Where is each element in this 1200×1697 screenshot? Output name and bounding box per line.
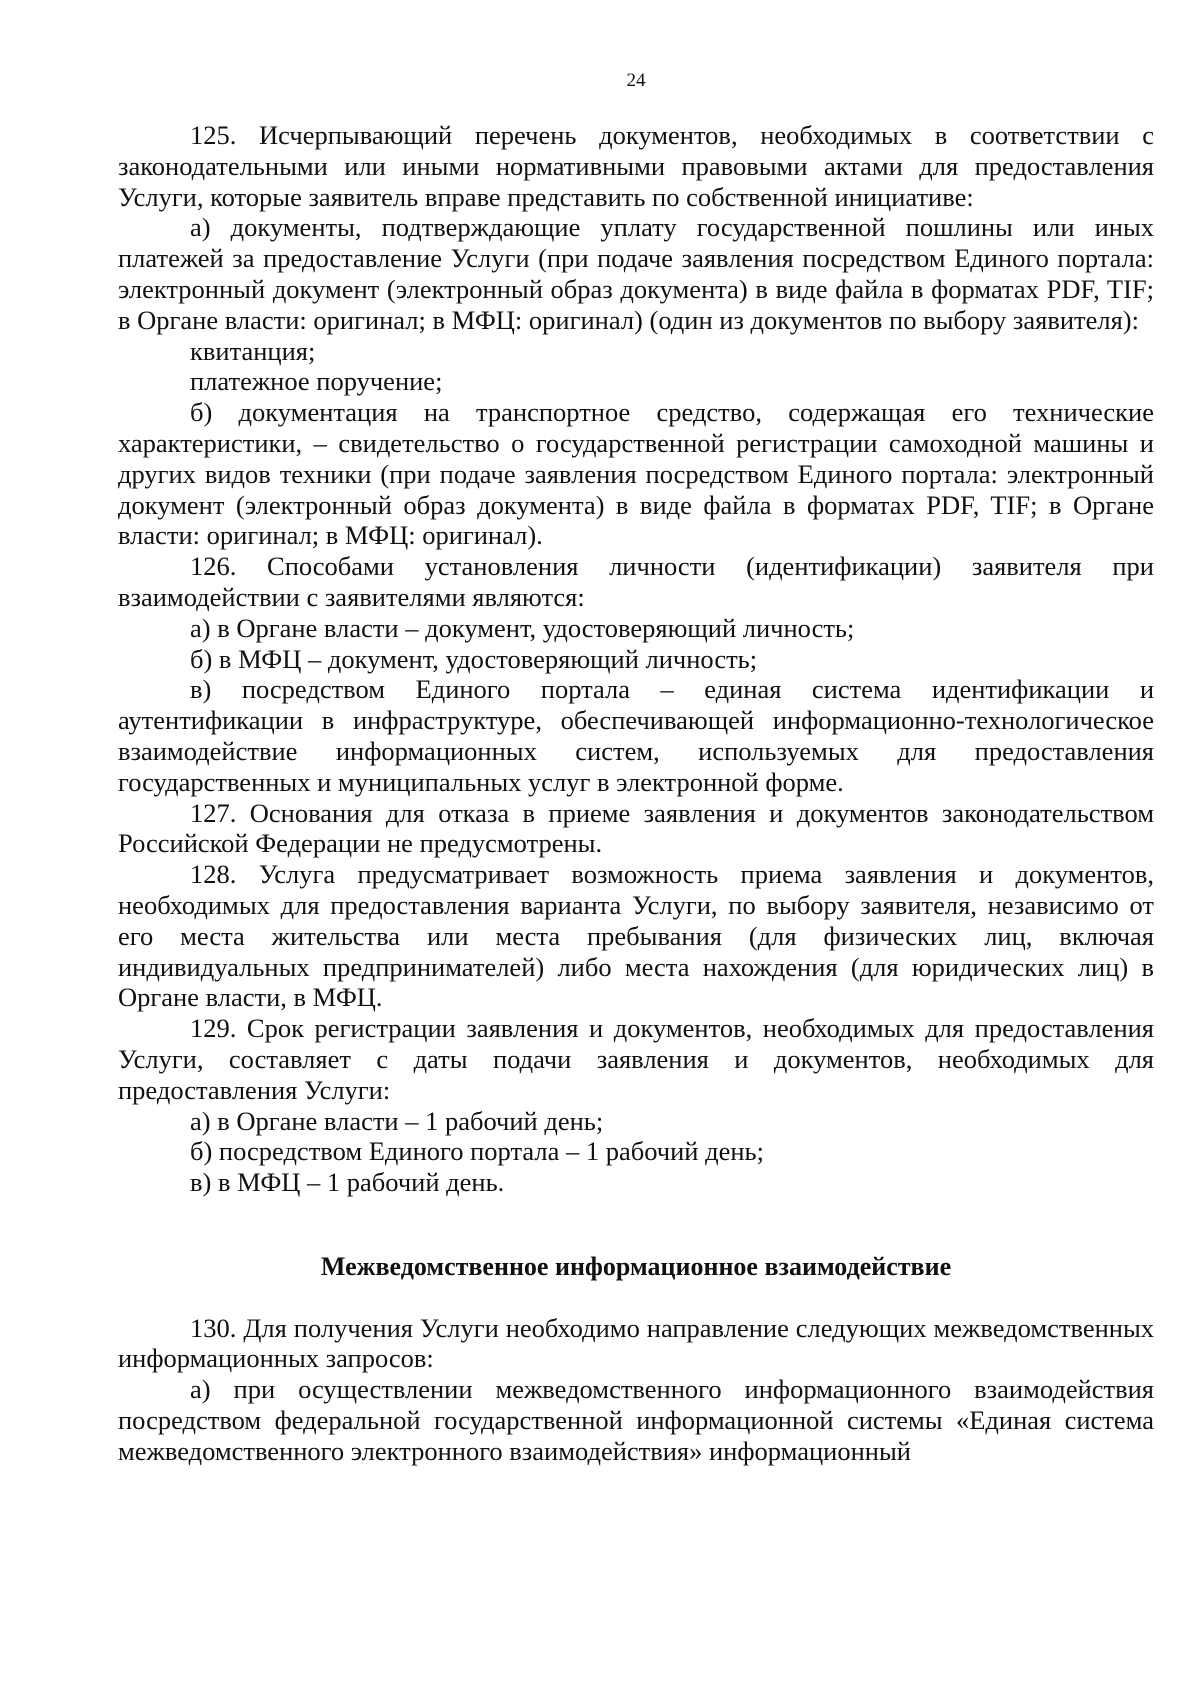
paragraph-125-a: а) документы, подтверждающие уплату государственной пошлины или иных платежей за предоставление Услуги (при подаче заявления посредством Единого портала: электронный документ (электронный образ документа) в виде файла в форматах PDF, TIF; в Органе власти: оригинал; в МФЦ: оригинал) (один из документов по выбору заявителя): [118,212,1154,335]
paragraph-129: 129. Срок регистрации заявления и документов, необходимых для предоставления Услуги, составляет с даты подачи заявления и документов, необходимых для предоставления Услуги: [118,1013,1154,1105]
paragraph-130: 130. Для получения Услуги необходимо направление следующих межведомственных информационных запросов: [118,1312,1154,1374]
paragraph-128: 128. Услуга предусматривает возможность приема заявления и документов, необходимых для предоставления варианта Услуги, по выбору заявителя, независимо от его места жительства или места пребывания (для физических лиц, включая индивидуальных предпринимателей) либо места нахождения (для юридических лиц) в Органе власти, в МФЦ. [118,859,1154,1013]
paragraph-125: 125. Исчерпывающий перечень документов, необходимых в соответствии с законодательными или иными нормативными правовыми актами для предоставления Услуги, которые заявитель вправе представить по собственной инициативе: [118,120,1154,212]
paragraph-130-a: а) при осуществлении межведомственного информационного взаимодействия посредством федеральной государственной информационной системы «Единая система межведомственного электронного взаимодействия» информационный [118,1374,1154,1466]
paragraph-126-b: б) в МФЦ – документ, удостоверяющий личность; [190,643,758,674]
page-number: 24 [626,70,646,91]
section-heading: Межведомственное информационное взаимодействие [320,1251,952,1281]
paragraph-127: 127. Основания для отказа в приеме заявления и документов законодательством Российской Федерации не предусмотрены. [118,797,1154,859]
paragraph-126: 126. Способами установления личности (идентификации) заявителя при взаимодействии с заявителями являются: [118,551,1154,612]
paragraph-129-b: б) посредством Единого портала – 1 рабочий день; [190,1136,764,1167]
paragraph-126-v: в) посредством Единого портала – единая система идентификации и аутентификации в инфраструктуре, обеспечивающей информационно-технологическое взаимодействие информационных систем, используемых для предоставления государственных и муниципальных услуг в электронной форме. [118,674,1154,797]
list-item-receipt: квитанция; [190,335,316,366]
section-gap [118,1198,1154,1252]
paragraph-129-v: в) в МФЦ – 1 рабочий день. [190,1167,505,1198]
list-item-payment-order: платежное поручение; [190,366,443,397]
section-gap [118,1283,1154,1313]
document-body [118,120,1154,1467]
paragraph-125-b: б) документация на транспортное средство, содержащая его технические характеристики, – свидетельство о государственной регистрации самоходной машины и других видов техники (при подаче заявления посредством Единого портала: электронный документ (электронный образ документа) в виде файла в форматах PDF, TIF; в Органе власти: оригинал; в МФЦ: оригинал). [118,397,1154,551]
paragraph-126-a: а) в Органе власти – документ, удостоверяющий личность; [190,612,855,643]
paragraph-129-a: а) в Органе власти – 1 рабочий день; [190,1105,604,1136]
